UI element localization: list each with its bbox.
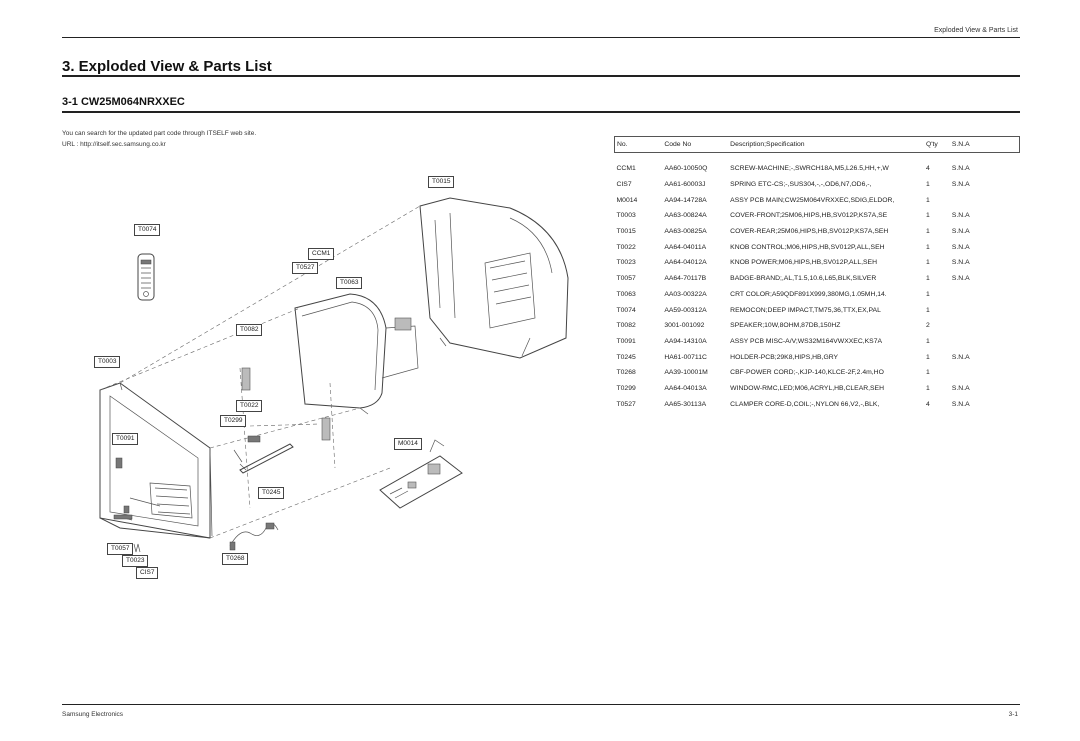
part-description: CRT COLOR;A59QDF891X999,380MG,1.05MH,14. <box>730 290 887 298</box>
footer-company: Samsung Electronics <box>62 711 124 718</box>
callout-t0527: T0527 <box>292 262 318 274</box>
callout-t0015: T0015 <box>428 176 454 188</box>
table-row <box>615 255 1020 271</box>
part-sna: S.N.A <box>951 400 970 408</box>
part-description: CLAMPER CORE-D,COIL;-,NYLON 66,V2,-,BLK, <box>730 400 880 408</box>
table-row <box>615 224 1020 240</box>
chapter-rule <box>62 75 1020 77</box>
part-code: 3001-001092 <box>664 322 705 330</box>
part-code: HA61-00711C <box>664 353 707 361</box>
table-row <box>615 381 1020 397</box>
part-description: COVER-REAR;25M06,HIPS,HB,SV012P,KS7A,SEH <box>730 228 889 236</box>
intro-line-url: URL : http://itself.sec.samsung.co.kr <box>62 141 166 148</box>
part-no: T0527 <box>616 400 636 408</box>
part-sna: S.N.A <box>951 181 970 189</box>
crt-tube-drawing <box>295 294 418 414</box>
part-qty: 1 <box>925 353 930 361</box>
table-spacer <box>615 153 1020 162</box>
part-description: ASSY PCB MAIN;CW25M064VRXXEC,SDIG,ELDOR, <box>730 196 895 204</box>
part-code: AA64-04012A <box>664 259 707 267</box>
header-rule <box>62 37 1020 38</box>
callout-t0268: T0268 <box>222 553 248 565</box>
part-sna: S.N.A <box>951 212 970 220</box>
part-no: T0268 <box>616 369 636 377</box>
part-no: T0299 <box>616 384 636 392</box>
part-qty: 4 <box>925 400 930 408</box>
callout-t0022: T0022 <box>236 400 262 412</box>
table-row <box>615 318 1020 334</box>
part-sna: S.N.A <box>951 165 970 173</box>
section-rule <box>62 111 1020 113</box>
part-description: KNOB CONTROL;M06,HIPS,HB,SV012P,ALL,SEH <box>730 243 885 251</box>
part-qty: 2 <box>925 322 930 330</box>
table-row <box>615 365 1020 381</box>
part-description: REMOCON;DEEP IMPACT,TM75,36,TTX,EX,PAL <box>730 306 881 314</box>
part-code: AA94-14310A <box>664 337 707 345</box>
part-description: SCREW-MACHINE;-,SWRCH18A,M5,L26.5,HH,+,W <box>730 165 889 173</box>
part-sna <box>950 365 1020 381</box>
callout-cis7: CIS7 <box>136 567 158 579</box>
part-description: CBF-POWER CORD;-,KJP-140,KLCE-2F,2.4m,HO <box>730 369 884 377</box>
exploded-view-diagram <box>90 168 590 608</box>
part-no: T0003 <box>616 212 636 220</box>
callout-t0023: T0023 <box>122 555 148 567</box>
callout-t0074: T0074 <box>134 224 160 236</box>
col-header-no: No. <box>615 137 663 153</box>
chapter-title: 3. Exploded View & Parts List <box>62 58 272 75</box>
table-row <box>615 161 1020 177</box>
section-title: 3-1 CW25M064NRXXEC <box>62 96 185 108</box>
part-description: WINDOW-RMC,LED;M06,ACRYL,HB,CLEAR,SEH <box>730 384 884 392</box>
part-qty: 1 <box>925 306 930 314</box>
parts-table-header <box>615 137 1020 153</box>
part-sna: S.N.A <box>951 228 970 236</box>
part-qty: 1 <box>925 290 930 298</box>
part-code: AA59-00312A <box>664 306 707 314</box>
callout-t0082: T0082 <box>236 324 262 336</box>
callout-t0057: T0057 <box>107 543 133 555</box>
part-code: AA63-00824A <box>664 212 707 220</box>
part-qty: 1 <box>925 243 930 251</box>
main-pcb-drawing <box>380 440 462 508</box>
part-no: M0014 <box>616 196 638 204</box>
table-row <box>615 271 1020 287</box>
exploded-view-drawing <box>90 168 590 608</box>
remote-control-drawing <box>138 254 154 300</box>
parts-table-body <box>615 153 1020 413</box>
callout-ccm1: CCM1 <box>308 248 334 260</box>
part-code: AA61-60003J <box>664 181 706 189</box>
part-description: SPEAKER;10W,8OHM,87DB,150HZ <box>730 322 841 330</box>
callout-t0063: T0063 <box>336 277 362 289</box>
part-qty: 1 <box>925 196 930 204</box>
callout-t0299: T0299 <box>220 415 246 427</box>
part-sna <box>950 334 1020 350</box>
part-code: AA94-14728A <box>664 196 707 204</box>
running-header: Exploded View & Parts List <box>934 27 1018 34</box>
part-no: T0022 <box>616 243 636 251</box>
table-row <box>615 396 1020 412</box>
part-description: BADGE-BRAND;,AL,T1.5,10.6,L65,BLK,SILVER <box>730 275 877 283</box>
callout-m0014: M0014 <box>394 438 422 450</box>
part-description: SPRING ETC-CS;-,SUS304,-,-,OD6,N7,OD6,-, <box>730 181 872 189</box>
table-row <box>615 192 1020 208</box>
part-qty: 1 <box>925 259 930 267</box>
part-sna: S.N.A <box>951 275 970 283</box>
part-qty: 1 <box>925 384 930 392</box>
part-sna: S.N.A <box>951 259 970 267</box>
part-sna: S.N.A <box>951 243 970 251</box>
part-description: KNOB POWER;M06,HIPS,HB,SV012P,ALL,SEH <box>730 259 877 267</box>
part-description: COVER-FRONT;25M06,HIPS,HB,SV012P,KS7A,SE <box>730 212 888 220</box>
part-description: HOLDER-PCB;29K8,HIPS,HB,GRY <box>730 353 839 361</box>
part-sna: S.N.A <box>951 384 970 392</box>
part-code: AA03-00322A <box>664 290 707 298</box>
rear-cover-drawing <box>420 198 568 358</box>
footer-rule <box>62 704 1020 705</box>
part-qty: 1 <box>925 369 930 377</box>
part-code: AA60-10050Q <box>664 165 708 173</box>
part-qty: 1 <box>925 212 930 220</box>
part-no: T0074 <box>616 306 636 314</box>
part-no: T0091 <box>616 337 636 345</box>
col-header-code: Code No <box>662 137 728 153</box>
power-cord-drawing <box>230 523 278 550</box>
table-row <box>615 349 1020 365</box>
part-no: T0023 <box>616 259 636 267</box>
part-qty: 4 <box>925 165 930 173</box>
callout-t0091: T0091 <box>112 433 138 445</box>
part-no: T0082 <box>616 322 636 330</box>
part-no: T0057 <box>616 275 636 283</box>
part-code: AA64-70117B <box>664 275 707 283</box>
part-code: AA39-10001M <box>664 369 708 377</box>
part-sna <box>950 318 1020 334</box>
table-row <box>615 302 1020 318</box>
col-header-qty: Q'ty <box>924 137 950 153</box>
part-code: AA65-30113A <box>664 400 707 408</box>
part-code: AA63-00825A <box>664 228 707 236</box>
part-qty: 1 <box>925 181 930 189</box>
table-row <box>615 239 1020 255</box>
part-sna: S.N.A <box>951 353 970 361</box>
part-no: T0245 <box>616 353 636 361</box>
col-header-sna: S.N.A <box>950 137 1020 153</box>
part-no: CCM1 <box>616 165 636 173</box>
part-code: AA64-04011A <box>664 243 707 251</box>
part-qty: 1 <box>925 228 930 236</box>
part-no: T0015 <box>616 228 636 236</box>
col-header-description: Description;Specification <box>728 137 924 153</box>
part-sna <box>950 287 1020 303</box>
part-qty: 1 <box>925 275 930 283</box>
part-sna <box>950 192 1020 208</box>
table-row <box>615 208 1020 224</box>
part-no: T0063 <box>616 290 636 298</box>
footer-page-number: 3-1 <box>1008 711 1018 718</box>
table-row <box>615 287 1020 303</box>
part-code: AA64-04013A <box>664 384 707 392</box>
table-row <box>615 334 1020 350</box>
intro-text <box>62 128 256 150</box>
table-row <box>615 177 1020 193</box>
callout-t0003: T0003 <box>94 356 120 368</box>
part-sna <box>950 302 1020 318</box>
parts-table <box>614 136 1020 412</box>
callout-t0245: T0245 <box>258 487 284 499</box>
part-no: CIS7 <box>616 181 632 189</box>
intro-line-itself: You can search for the updated part code through ITSELF web site. <box>62 130 257 137</box>
part-description: ASSY PCB MISC-A/V;WS32M164VWXXEC,KS7A <box>730 337 883 345</box>
small-parts-drawing <box>116 436 293 520</box>
part-qty: 1 <box>925 337 930 345</box>
